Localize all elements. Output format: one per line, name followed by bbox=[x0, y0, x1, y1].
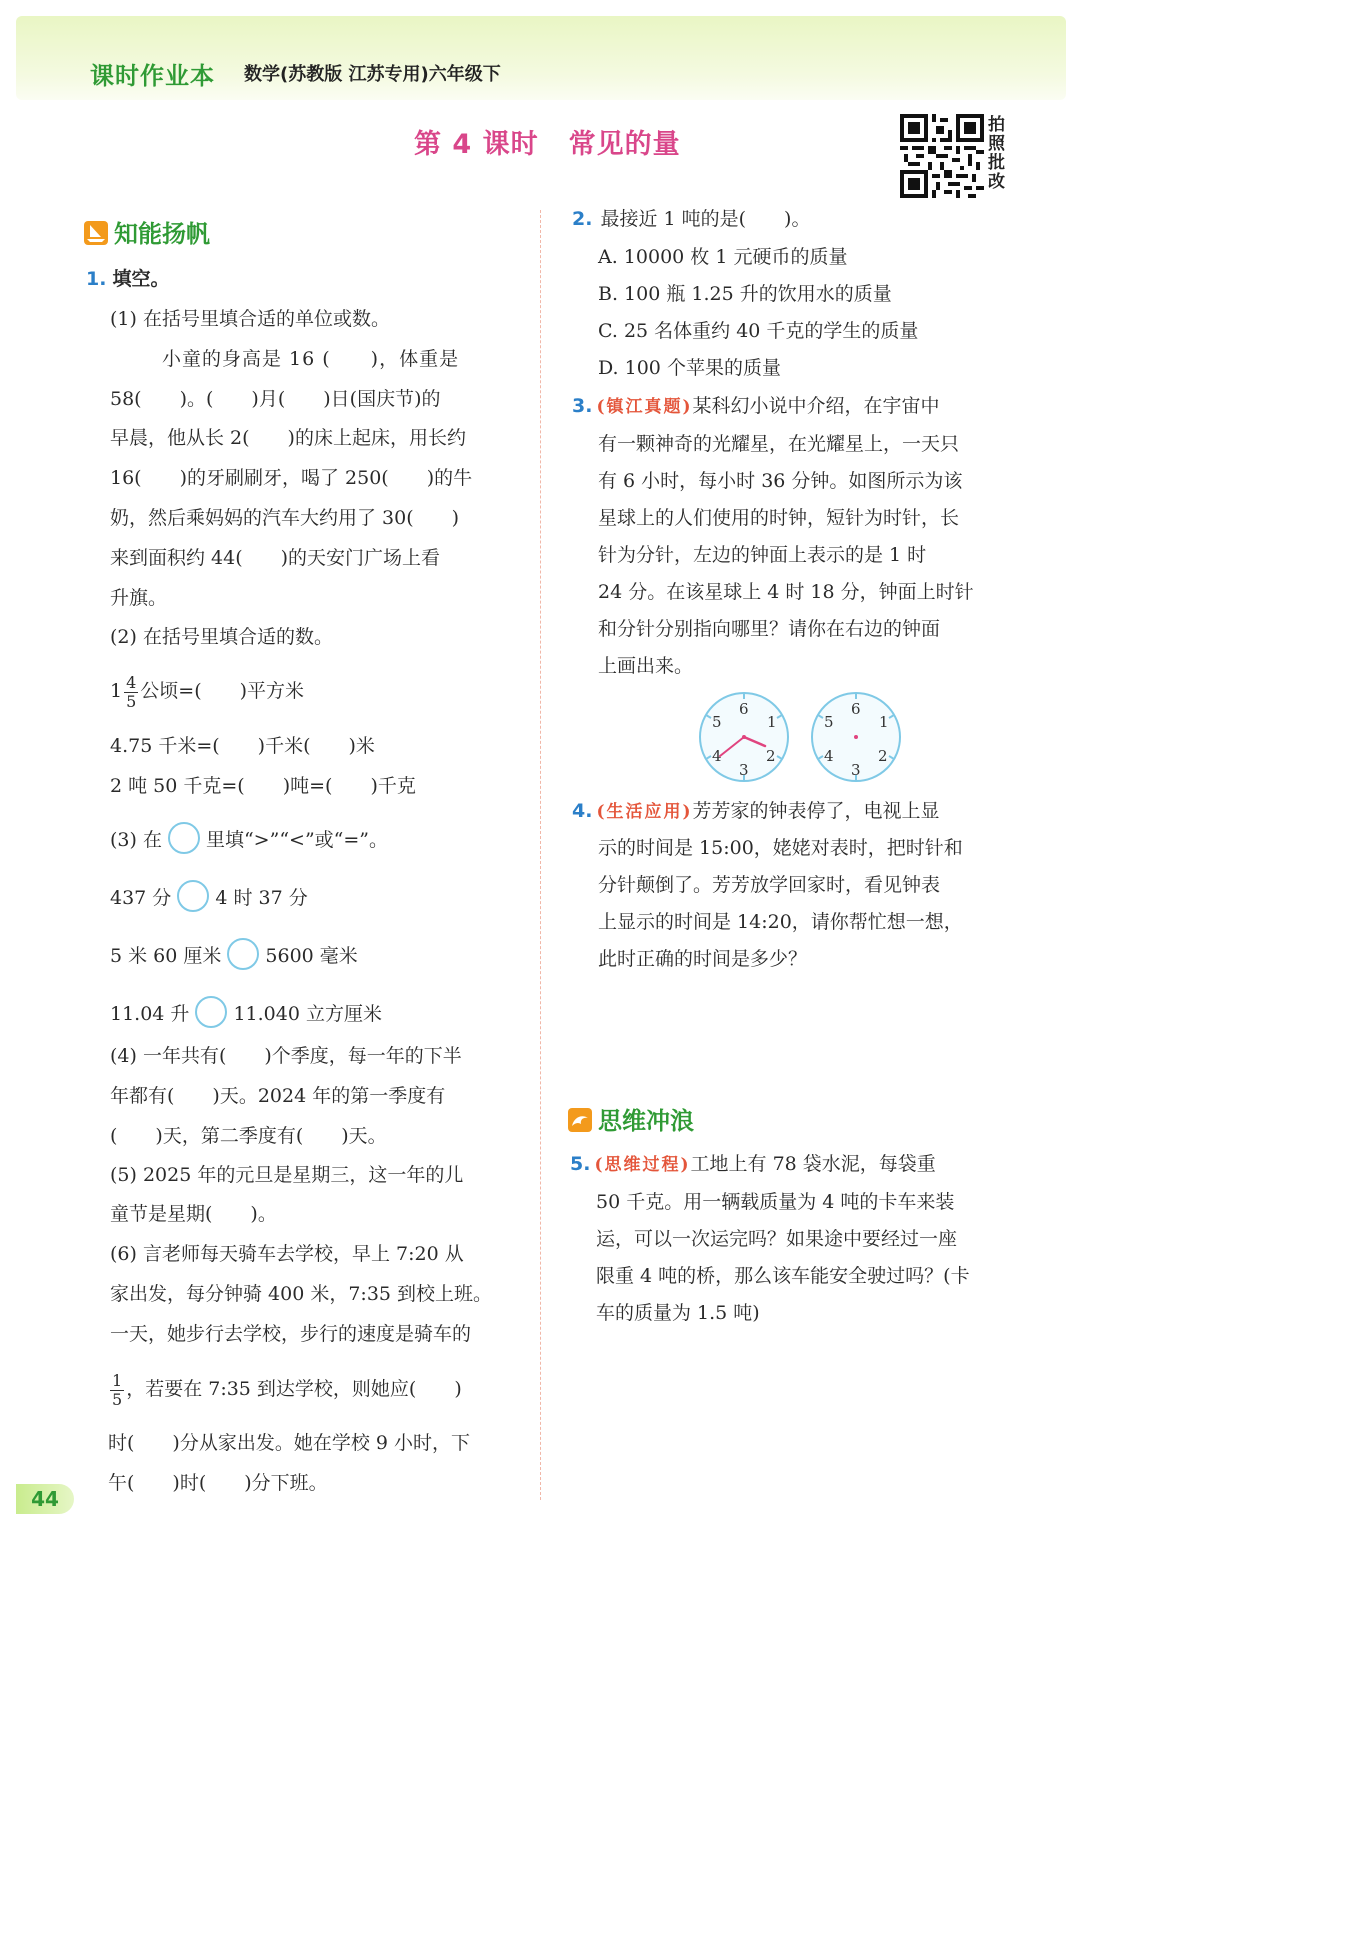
q3-first-text: 某科幻小说中介绍，在宇宙中 bbox=[692, 395, 940, 417]
q4-first-line bbox=[572, 800, 940, 823]
clock-number: 3 bbox=[739, 761, 749, 779]
q5-line: 50 千克。用一辆载质量为 4 吨的卡车来装 bbox=[596, 1191, 955, 1213]
q1-part1-line: 来到面积约 44( )的天安门广场上看 bbox=[110, 547, 441, 569]
fraction-numerator: 1 bbox=[112, 1370, 123, 1390]
q3-first-line bbox=[572, 395, 940, 418]
q3-line: 星球上的人们使用的时钟，短针为时针，长 bbox=[598, 507, 960, 529]
q5-line: 限重 4 吨的桥，那么该车能安全驶过吗？(卡 bbox=[596, 1265, 970, 1287]
q1-part3-head-post: 里填“>”“<”或“=”。 bbox=[205, 829, 389, 851]
clock-figure bbox=[694, 690, 908, 786]
q1-part6-line: 一天，她步行去学校，步行的速度是骑车的 bbox=[110, 1323, 472, 1345]
q1-part3-c bbox=[110, 996, 382, 1028]
q1-part2-a-text: 公顷=( )平方米 bbox=[140, 680, 305, 702]
q5-number: 5. bbox=[570, 1153, 591, 1175]
q1-number: 1. bbox=[86, 268, 107, 290]
q1-part6-line: (6) 言老师每天骑车去学校，早上 7:20 从 bbox=[110, 1243, 464, 1265]
q4-number: 4. bbox=[572, 800, 593, 822]
fraction-denominator: 5 bbox=[112, 1389, 123, 1409]
clock-number: 6 bbox=[851, 700, 861, 718]
section-title-2 bbox=[568, 1101, 694, 1136]
sailboat-icon bbox=[84, 221, 108, 245]
clock-number: 1 bbox=[767, 713, 777, 731]
q4-tag: (生活应用) bbox=[596, 802, 693, 822]
q1-part2-c: 2 吨 50 千克=( )吨=( )千克 bbox=[110, 775, 416, 797]
section-title-2-text: 思维冲浪 bbox=[598, 1107, 694, 1135]
q3-line: 和分针分别指向哪里？请你在右边的钟面 bbox=[598, 618, 941, 640]
q5-tag: (思维过程) bbox=[594, 1155, 691, 1175]
q1-part1-line: 小童的身高是 16 ( )，体重是 bbox=[162, 348, 460, 370]
q3-line: 有 6 小时，每小时 36 分钟。如图所示为该 bbox=[598, 470, 963, 492]
q2-option-b[interactable]: B. 100 瓶 1.25 升的饮用水的质量 bbox=[598, 283, 892, 305]
clock-number: 4 bbox=[712, 747, 722, 765]
right-clock[interactable] bbox=[812, 693, 900, 781]
q1-part6-line: 时( )分从家出发。她在学校 9 小时，下 bbox=[108, 1432, 470, 1454]
fraction-numerator: 4 bbox=[126, 672, 137, 692]
q1-part1-line: 16( )的牙刷刷牙，喝了 250( )的牛 bbox=[110, 467, 473, 489]
q4-first-text: 芳芳家的钟表停了，电视上显 bbox=[692, 800, 940, 822]
compare-right: 5600 毫米 bbox=[265, 945, 358, 967]
q1-title-text: 填空。 bbox=[112, 268, 170, 290]
subject-title: 数学(苏教版 江苏专用)六年级下 bbox=[244, 64, 501, 85]
fraction-denominator: 5 bbox=[126, 691, 137, 711]
column-divider bbox=[540, 210, 541, 1500]
compare-left: 5 米 60 厘米 bbox=[110, 945, 222, 967]
q1-part2-head: (2) 在括号里填合适的数。 bbox=[110, 626, 333, 648]
q3-line: 上画出来。 bbox=[598, 655, 694, 677]
clock-number: 3 bbox=[851, 761, 861, 779]
fraction-whole: 1 bbox=[110, 680, 123, 702]
compare-left: 437 分 bbox=[110, 887, 172, 909]
q4-line: 分针颠倒了。芳芳放学回家时，看见钟表 bbox=[598, 874, 941, 896]
q3-line: 24 分。在该星球上 4 时 18 分，钟面上时针 bbox=[598, 581, 974, 603]
q5-first-text: 工地上有 78 袋水泥，每袋重 bbox=[690, 1153, 936, 1175]
answer-circle[interactable] bbox=[227, 938, 259, 970]
q2-number: 2. bbox=[572, 208, 593, 230]
q1-part2-a bbox=[110, 668, 304, 714]
q1-part3-b bbox=[110, 938, 358, 970]
q2-stem-text: 最接近 1 吨的是( )。 bbox=[600, 208, 811, 230]
q1-part3-head-pre: (3) 在 bbox=[110, 829, 162, 851]
q1-part6-line: 午( )时( )分下班。 bbox=[108, 1472, 328, 1494]
compare-left: 11.04 升 bbox=[110, 1003, 190, 1025]
q1-part4-line: 年都有( )天。2024 年的第一季度有 bbox=[110, 1085, 446, 1107]
q1-part2-b: 4.75 千米=( )千米( )米 bbox=[110, 735, 375, 757]
q4-line: 示的时间是 15:00，姥姥对表时，把时针和 bbox=[598, 837, 963, 859]
q1-part3-head bbox=[110, 822, 388, 854]
q3-number: 3. bbox=[572, 395, 593, 417]
q4-line: 上显示的时间是 14:20，请你帮忙想一想， bbox=[598, 911, 963, 933]
page-number: 44 bbox=[16, 1484, 74, 1514]
q1-part5-line: 童节是星期( )。 bbox=[110, 1203, 277, 1225]
q1-title bbox=[86, 268, 169, 290]
q2-option-d[interactable]: D. 100 个苹果的质量 bbox=[598, 357, 781, 379]
clock-number: 6 bbox=[739, 700, 749, 718]
q1-part4-line: (4) 一年共有( )个季度，每一年的下半 bbox=[110, 1045, 462, 1067]
q3-line: 有一颗神奇的光耀星，在光耀星上，一天只 bbox=[598, 433, 960, 455]
q2-option-c[interactable]: C. 25 名体重约 40 千克的学生的质量 bbox=[598, 320, 919, 342]
answer-circle[interactable] bbox=[195, 996, 227, 1028]
q3-tag: (镇江真题) bbox=[596, 397, 693, 417]
wave-icon bbox=[568, 1108, 592, 1132]
q1-part3-a bbox=[110, 880, 308, 912]
clock-number: 2 bbox=[878, 747, 888, 765]
compare-right: 4 时 37 分 bbox=[215, 887, 308, 909]
q2-stem bbox=[572, 208, 810, 230]
q1-part1-line: 奶，然后乘妈妈的汽车大约用了 30( ) bbox=[110, 507, 460, 529]
answer-circle[interactable] bbox=[177, 880, 209, 912]
q1-part6-frac-line bbox=[108, 1366, 462, 1412]
q4-line: 此时正确的时间是多少？ bbox=[598, 948, 808, 970]
section-title-1-text: 知能扬帆 bbox=[114, 220, 210, 248]
q1-part1-line: 早晨，他从长 2( )的床上起床，用长约 bbox=[110, 427, 466, 449]
q1-part1-head: (1) 在括号里填合适的单位或数。 bbox=[110, 308, 390, 330]
q3-line: 针为分针，左边的钟面上表示的是 1 时 bbox=[598, 544, 927, 566]
q2-option-a[interactable]: A. 10000 枚 1 元硬币的质量 bbox=[598, 246, 848, 268]
q1-part4-line: ( )天，第二季度有( )天。 bbox=[110, 1125, 387, 1147]
section-title-1 bbox=[84, 214, 210, 249]
fraction bbox=[124, 674, 138, 711]
left-clock bbox=[700, 693, 788, 781]
q5-line: 车的质量为 1.5 吨) bbox=[596, 1302, 760, 1324]
clock-number: 5 bbox=[824, 713, 834, 731]
q1-part6-line: 家出发，每分钟骑 400 米，7:35 到校上班。 bbox=[110, 1283, 493, 1305]
brand-title: 课时作业本 bbox=[90, 62, 215, 90]
compare-right: 11.040 立方厘米 bbox=[233, 1003, 382, 1025]
clock-number: 2 bbox=[766, 747, 776, 765]
clock-number: 5 bbox=[712, 713, 722, 731]
q1-part1-line: 58( )。( )月( )日(国庆节)的 bbox=[110, 388, 441, 410]
lesson-title bbox=[414, 122, 681, 161]
qr-code-icon[interactable] bbox=[900, 114, 984, 198]
q1-part1-line: 升旗。 bbox=[110, 587, 168, 609]
q5-first-line bbox=[570, 1153, 936, 1176]
q5-line: 运，可以一次运完吗？如果途中要经过一座 bbox=[596, 1228, 958, 1250]
q1-part5-line: (5) 2025 年的元旦是星期三，这一年的儿 bbox=[110, 1164, 464, 1186]
lesson-name: 常见的量 bbox=[568, 129, 681, 160]
lesson-number: 第 4 课时 bbox=[414, 129, 539, 160]
clock-number: 4 bbox=[824, 747, 834, 765]
q1-part6-after-frac: ，若要在 7:35 到达学校，则她应( ) bbox=[126, 1378, 462, 1400]
qr-caption: 拍照批改 bbox=[988, 115, 1005, 192]
answer-circle[interactable] bbox=[168, 822, 200, 854]
clock-number: 1 bbox=[879, 713, 889, 731]
fraction bbox=[110, 1372, 124, 1409]
